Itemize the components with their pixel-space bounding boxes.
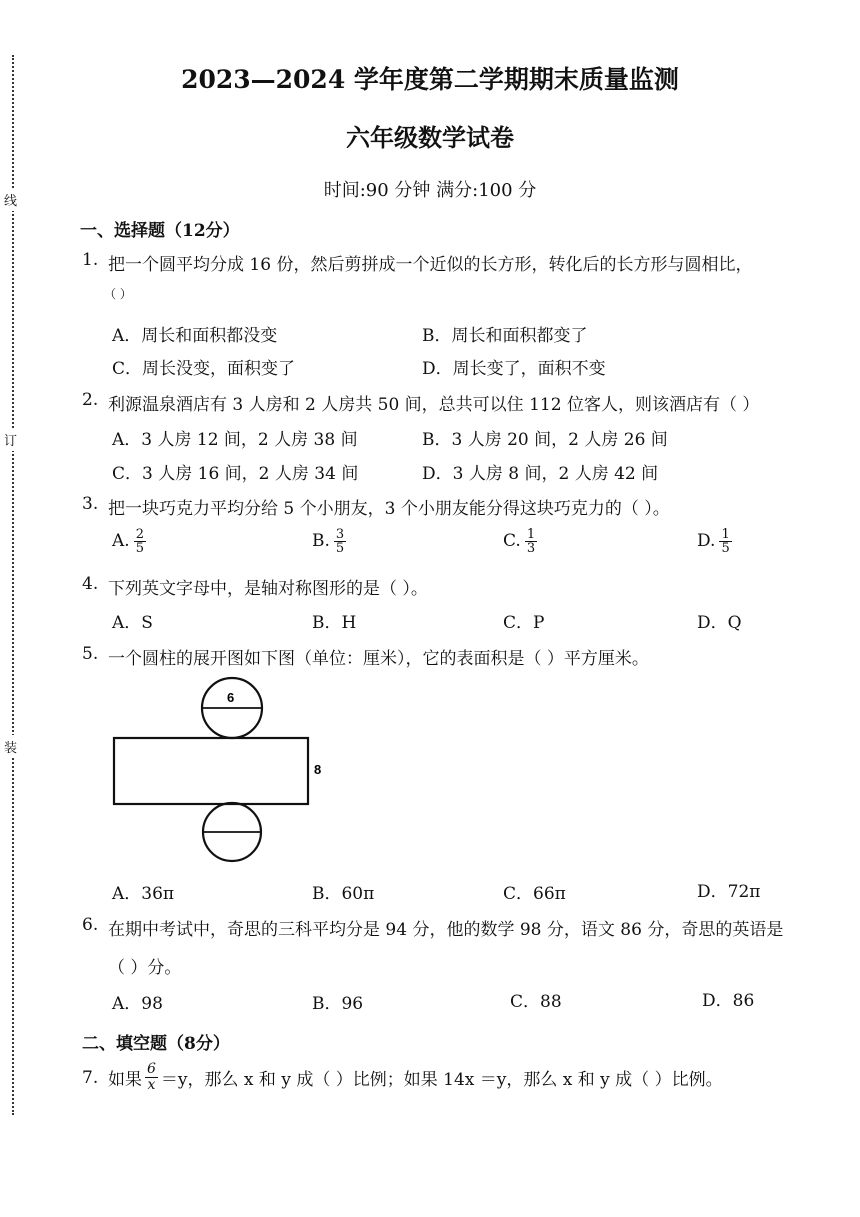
q3-text: 把一块巧克力平均分给 5 个小朋友，3 个小朋友能分得这块巧克力的（ ）。 [108,499,670,519]
q1-option-c[interactable]: C．周长没变，面积变了 [112,359,296,379]
q6-number: 6. [82,915,99,935]
q4-option-d[interactable]: D．Q [697,613,742,633]
q4-text: 下列英文字母中，是轴对称图形的是（ ）。 [108,579,428,599]
q3-option-d[interactable] [697,528,732,555]
q2-option-d[interactable]: D．3 人房 8 间，2 人房 42 间 [422,464,659,484]
q5-number: 5. [82,644,99,664]
binding-char-order: 订 [4,428,17,451]
q6-option-b[interactable]: B．96 [312,994,364,1014]
q4-number: 4. [82,574,99,594]
q3-option-a-label: A. [112,531,130,551]
section-title-choice: 一、选择题（12分） [80,221,240,241]
q3-number: 3. [82,494,99,514]
q4-option-a[interactable]: A．S [112,613,153,633]
fraction-numerator: 1 [721,527,730,542]
q1-number: 1. [82,250,99,270]
binding-dotted-line [12,55,14,1115]
fraction-numerator: 1 [526,527,536,542]
q6-answer-blank[interactable]: （ ）分。 [108,958,182,978]
q7-fraction [145,1062,158,1093]
q5-option-d[interactable]: D．72π [697,882,761,902]
q7-text: ＝y，那么 x 和 y 成（ ）比例；如果 14x ＝y，那么 x 和 y 成（ ）比例。 [160,1069,723,1090]
q7-line [108,1057,723,1097]
fraction-numerator: 6 [147,1060,156,1077]
q2-option-a[interactable]: A．3 人房 12 间，2 人房 38 间 [112,430,358,450]
q3-option-c-fraction [525,528,537,555]
q6-option-d[interactable]: D．86 [702,991,755,1011]
q6-option-a[interactable]: A．98 [112,994,163,1014]
q5-option-b[interactable]: B．60π [312,884,375,904]
q1-option-b[interactable]: B．周长和面积都变了 [422,326,588,346]
q1-option-d[interactable]: D．周长变了，面积不变 [422,359,606,379]
q3-option-a[interactable] [112,528,146,555]
q6-option-c[interactable]: C．88 [510,992,562,1012]
fraction-denominator: 5 [721,541,730,556]
fraction-denominator: 5 [135,541,144,556]
binding-char-mount: 装 [4,735,17,758]
q4-option-b[interactable]: B．H [312,613,357,633]
q2-option-c[interactable]: C．3 人房 16 间，2 人房 34 间 [112,464,359,484]
exam-title: 2023—2024 学年度第二学期期末质量监测 [181,65,679,94]
q2-number: 2. [82,390,99,410]
side-rectangle [114,738,308,804]
q7-number: 7. [82,1068,99,1088]
fraction-denominator: 3 [526,541,536,556]
fraction-denominator: 5 [335,541,345,556]
q7-prefix: 如果 [108,1069,142,1090]
q1-answer-blank[interactable]: （ ） [104,287,132,301]
q4-option-c[interactable]: C．P [503,613,545,633]
q3-option-b[interactable] [312,528,346,555]
fraction-numerator: 2 [135,527,144,542]
q1-text: 把一个圆平均分成 16 份，然后剪拼成一个近似的长方形，转化后的长方形与圆相比， [108,255,753,275]
q6-text: 在期中考试中，奇思的三科平均分是 94 分，他的数学 98 分，语文 86 分，奇思的英语是 [108,920,784,940]
q3-option-a-fraction [134,528,146,555]
q3-option-c-label: C. [503,531,521,551]
q5-text: 一个圆柱的展开图如下图（单位：厘米），它的表面积是（ ）平方厘米。 [108,649,649,669]
q2-option-b[interactable]: B．3 人房 20 间，2 人房 26 间 [422,430,668,450]
section-title-fill: 二、填空题（8分） [82,1034,230,1054]
q3-option-d-fraction [719,528,731,555]
fraction-numerator: 3 [335,527,345,542]
q5-option-c[interactable]: C．66π [503,884,566,904]
q3-option-b-fraction [334,528,346,555]
q3-option-d-label: D. [697,531,716,551]
height-label: 8 [314,762,322,777]
q1-option-a[interactable]: A．周长和面积都没变 [112,326,278,346]
exam-subtitle: 六年级数学试卷 [346,123,514,152]
cylinder-net-figure [108,676,348,866]
q3-option-b-label: B. [312,531,330,551]
diameter-label: 6 [227,690,235,705]
q2-text: 利源温泉酒店有 3 人房和 2 人房共 50 间，总共可以住 112 位客人，则该酒店有（ ） [108,395,760,415]
q5-option-a[interactable]: A．36π [112,884,175,904]
fraction-denominator: x [147,1076,156,1093]
q3-option-c[interactable] [503,528,537,555]
exam-time-info: 时间:90 分钟 满分:100 分 [323,180,537,201]
binding-char-line: 线 [4,188,17,211]
